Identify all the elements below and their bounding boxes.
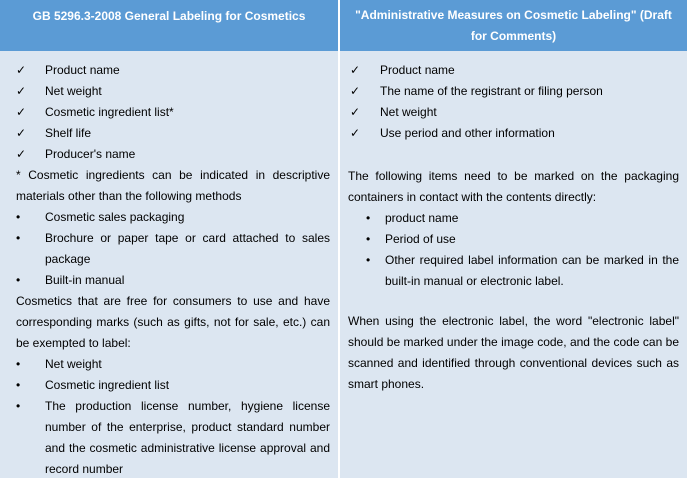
list-item: ✓ Product name xyxy=(16,60,330,81)
check-icon: ✓ xyxy=(16,105,27,119)
list-item: ✓ Net weight xyxy=(348,102,679,123)
header-gb-standard: GB 5296.3-2008 General Labeling for Cosmetics xyxy=(0,0,338,51)
bullet-icon: • xyxy=(16,210,21,224)
bullet-icon: • xyxy=(366,211,371,225)
bullet-icon: • xyxy=(16,378,21,392)
list-item: ✓ Shelf life xyxy=(16,123,330,144)
list-item: • Net weight xyxy=(16,354,330,375)
admin-measures-column xyxy=(340,51,687,478)
spacer xyxy=(348,292,679,311)
bullet-icon: • xyxy=(16,399,21,413)
list-item: • Cosmetic ingredient list xyxy=(16,375,330,396)
bullet-icon: • xyxy=(366,253,371,267)
spacer xyxy=(348,144,679,166)
check-icon: ✓ xyxy=(350,84,361,98)
header-admin-measures: "Administrative Measures on Cosmetic Labeling" (Draft for Comments) xyxy=(340,0,687,51)
list-item: • Cosmetic sales packaging xyxy=(16,207,330,228)
check-icon: ✓ xyxy=(16,126,27,140)
list-item: • product name xyxy=(348,208,679,229)
list-item: • Built-in manual xyxy=(16,270,330,291)
list-item: ✓ Net weight xyxy=(16,81,330,102)
bullet-icon: • xyxy=(16,357,21,371)
check-icon: ✓ xyxy=(16,84,27,98)
exemption-intro: Cosmetics that are free for consumers to use and have corresponding marks (such as gifts, not for sale, etc.) can be exempted to label: xyxy=(16,294,330,350)
ingredient-note: * Cosmetic ingredients can be indicated in descriptive materials other than the following methods xyxy=(16,168,330,203)
bullet-icon: • xyxy=(16,273,21,287)
list-item: • The production license number, hygiene license number of the enterprise, product standard number and the cosmetic administrative license approval and record number xyxy=(16,396,330,480)
packaging-intro: The following items need to be marked on the packaging containers in contact with the contents directly: xyxy=(348,169,679,204)
check-icon: ✓ xyxy=(350,105,361,119)
list-item: • Other required label information can be marked in the built-in manual or electronic label. xyxy=(348,250,679,292)
list-item: ✓ Producer's name xyxy=(16,144,330,165)
bullet-icon: • xyxy=(16,231,21,245)
electronic-label-note: When using the electronic label, the word "electronic label" should be marked under the image code, and the code can be scanned and identified through conventional devices such as smart phones. xyxy=(348,314,679,391)
list-item: ✓ The name of the registrant or filing person xyxy=(348,81,679,102)
list-item: ✓ Use period and other information xyxy=(348,123,679,144)
list-item: • Brochure or paper tape or card attached to sales package xyxy=(16,228,330,270)
check-icon: ✓ xyxy=(16,147,27,161)
check-icon: ✓ xyxy=(350,63,361,77)
check-icon: ✓ xyxy=(350,126,361,140)
gb-standard-column xyxy=(0,51,338,478)
bullet-icon: • xyxy=(366,232,371,246)
check-icon: ✓ xyxy=(16,63,27,77)
list-item: ✓ Product name xyxy=(348,60,679,81)
list-item: • Period of use xyxy=(348,229,679,250)
list-item: ✓ Cosmetic ingredient list* xyxy=(16,102,330,123)
